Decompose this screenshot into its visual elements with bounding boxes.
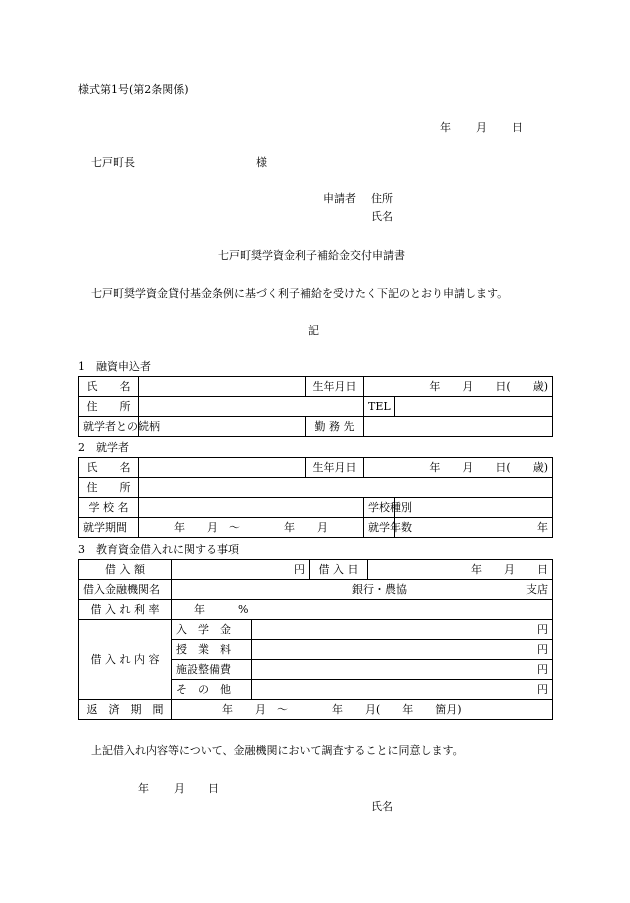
item-facility: 施設整備費 (172, 660, 252, 680)
section1-heading: 1 融資申込者 (78, 360, 151, 373)
repay-label: 返 済 期 間 (79, 700, 172, 720)
item-tuition: 授 業 料 (172, 640, 252, 660)
bottom-name: 氏名 (371, 800, 393, 813)
consent-text: 上記借入れ内容等について、金融機関において調査することに同意します。 (91, 744, 464, 757)
period-label: 就学期間 (79, 518, 139, 538)
student-address-field[interactable] (139, 478, 553, 498)
name-field[interactable] (139, 377, 306, 397)
item-entrance: 入 学 金 (172, 620, 252, 640)
ki-label: 記 (308, 324, 319, 337)
item-entrance-field[interactable]: 円 (252, 620, 553, 640)
student-table (78, 457, 553, 538)
dob-field[interactable]: 年 月 日( 歳) (364, 377, 553, 397)
bank-type: 銀行・農協 (352, 583, 407, 596)
relation-field[interactable] (139, 417, 306, 437)
bank-branch: 支店 (526, 583, 548, 596)
date-month: 月 (476, 121, 487, 134)
repay-field[interactable] (172, 700, 553, 720)
amount-field[interactable]: 円 (172, 560, 310, 580)
bank-field[interactable] (172, 580, 553, 600)
form-number: 様式第1号(第2条関係) (78, 83, 189, 96)
tel-field[interactable] (395, 397, 553, 417)
loan-date-field[interactable]: 年 月 日 (368, 560, 553, 580)
bottom-month: 月 (174, 782, 185, 795)
applicant-label: 申請者 (323, 192, 356, 205)
loan-date-label: 借 入 日 (310, 560, 368, 580)
amount-label: 借 入 額 (79, 560, 172, 580)
relation-label: 就学者との続柄 (79, 417, 139, 437)
loan-table (78, 559, 553, 720)
item-tuition-field[interactable]: 円 (252, 640, 553, 660)
addressee-suffix: 様 (256, 156, 267, 169)
item-facility-field[interactable]: 円 (252, 660, 553, 680)
bottom-day: 日 (208, 782, 219, 795)
bottom-year: 年 (138, 782, 149, 795)
dob-label: 生年月日 (306, 377, 364, 397)
workplace-field[interactable] (364, 417, 553, 437)
grade-field[interactable]: 年 (395, 518, 553, 538)
applicant-address: 住所 (371, 192, 393, 205)
school-type-field[interactable] (395, 498, 553, 518)
applicant-name: 氏名 (371, 210, 393, 223)
tel-label: TEL (364, 397, 395, 417)
section2-heading: 2 就学者 (78, 441, 129, 454)
item-other: そ の 他 (172, 680, 252, 700)
workplace-label: 勤 務 先 (306, 417, 364, 437)
student-name-field[interactable] (139, 458, 306, 478)
date-day: 日 (512, 121, 523, 134)
address-label: 住 所 (79, 397, 139, 417)
address-field[interactable] (139, 397, 364, 417)
rate-value: 年 % (194, 603, 249, 616)
rate-field[interactable] (172, 600, 553, 620)
intro-text: 七戸町奨学資金貸付基金条例に基づく利子補給を受けたく下記のとおり申請します。 (91, 287, 509, 300)
document-title: 七戸町奨学資金利子補給金交付申請書 (218, 249, 405, 262)
contents-label: 借 入 れ 内 容 (79, 620, 172, 700)
student-name-label: 氏 名 (79, 458, 139, 478)
school-name-label: 学 校 名 (79, 498, 139, 518)
school-name-field[interactable] (139, 498, 364, 518)
student-address-label: 住 所 (79, 478, 139, 498)
rate-label: 借 入 れ 利 率 (79, 600, 172, 620)
applicant-table (78, 376, 553, 437)
student-dob-field[interactable]: 年 月 日( 歳) (364, 458, 553, 478)
school-type-label: 学校種別 (364, 498, 395, 518)
name-label: 氏 名 (79, 377, 139, 397)
repay-value: 年 月 ～ 年 月( 年 箇月) (222, 703, 462, 716)
bank-label: 借入金融機関名 (79, 580, 172, 600)
student-dob-label: 生年月日 (306, 458, 364, 478)
section3-heading: 3 教育資金借入れに関する事項 (78, 543, 239, 556)
addressee-name: 七戸町長 (91, 156, 135, 169)
item-other-field[interactable]: 円 (252, 680, 553, 700)
date-year: 年 (440, 121, 451, 134)
grade-label: 就学年数 (364, 518, 395, 538)
period-field[interactable]: 年 月 ～ 年 月 (139, 518, 364, 538)
